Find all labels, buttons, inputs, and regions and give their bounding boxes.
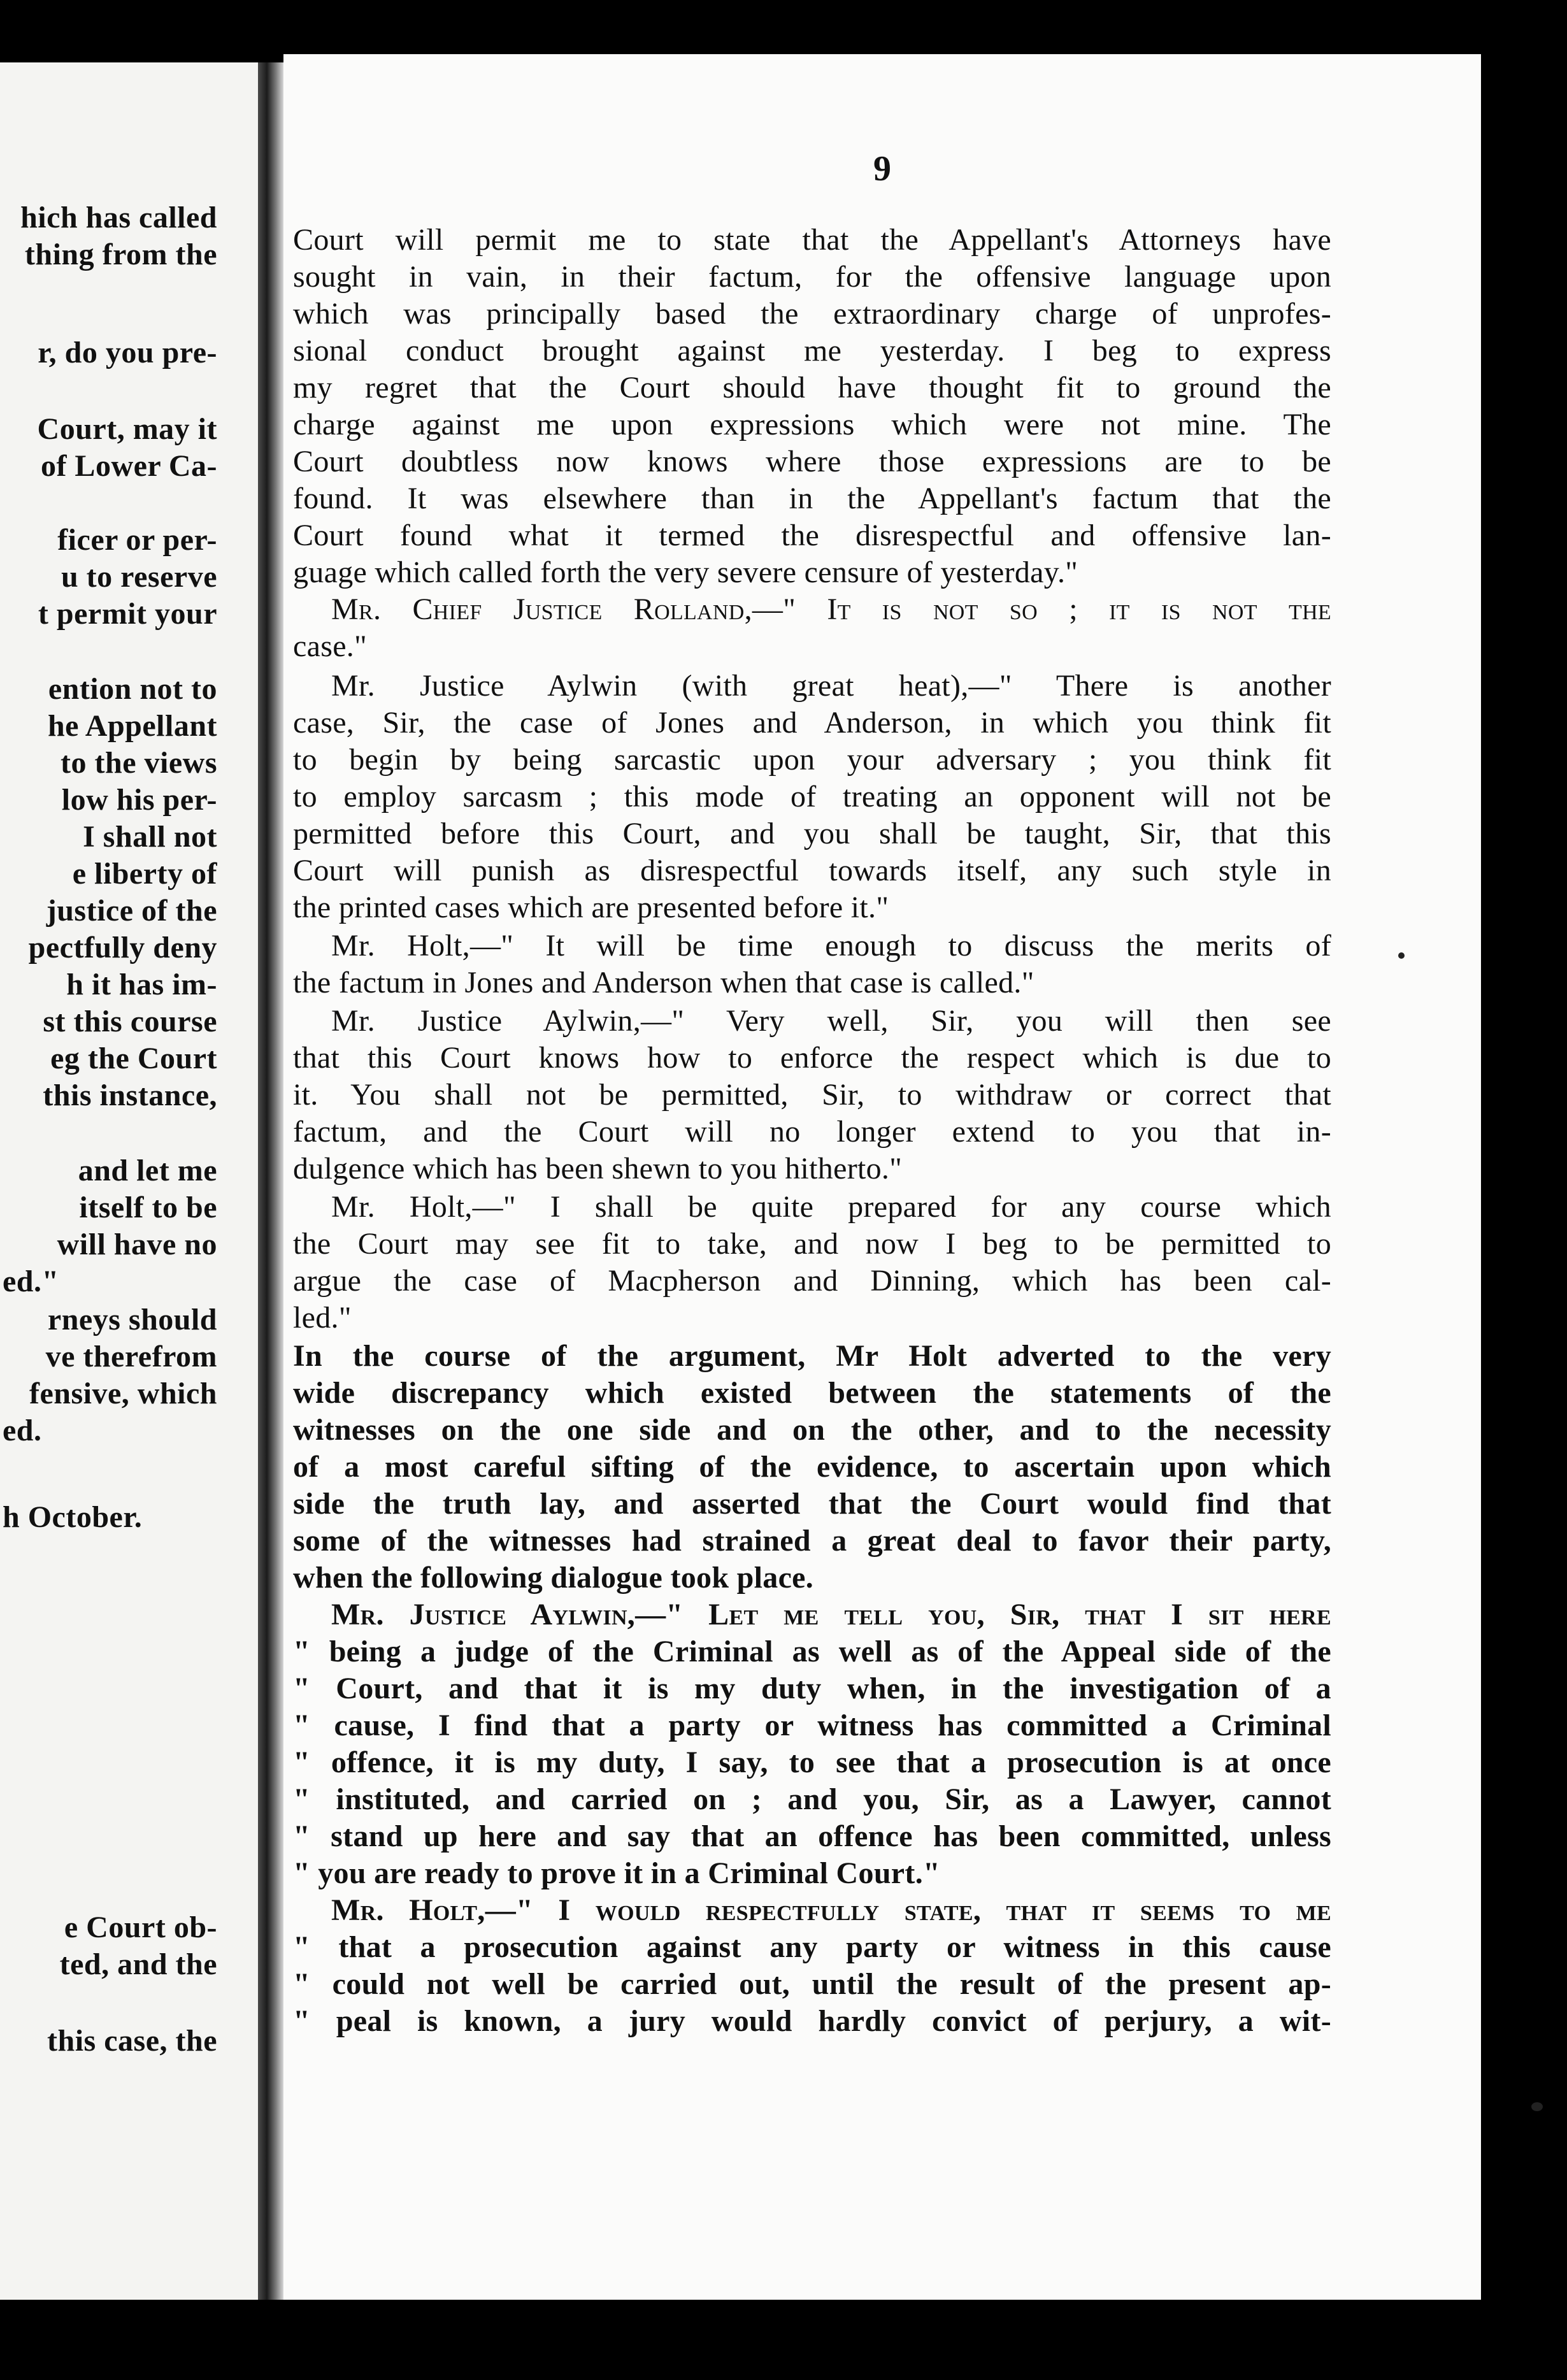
text-line: Mr. Holt,—" I would respectfully state, that it seems to me — [331, 1893, 1331, 1927]
text-line: " cause, I find that a party or witness has committed a Criminal — [293, 1709, 1331, 1742]
left-line: r, do you pre- — [38, 336, 217, 369]
text-line: some of the witnesses had strained a great deal to favor their party, — [293, 1524, 1331, 1558]
left-line: ve therefrom — [45, 1340, 217, 1373]
text-line: Court doubtless now knows where those expressions are to be — [293, 445, 1331, 478]
text-line: the printed cases which are presented before it." — [293, 891, 889, 924]
text-line: side the truth lay, and asserted that the Court would find that — [293, 1487, 1331, 1521]
text-line: In the course of the argument, Mr Holt adverted to the very — [293, 1339, 1331, 1373]
text-line: Mr. Justice Aylwin (with great heat),—" There is another — [331, 669, 1331, 703]
text-line: that this Court knows how to enforce the respect which is due to — [293, 1041, 1331, 1075]
text-line: Mr. Justice Aylwin,—" Let me tell you, Sir, that I sit here — [331, 1598, 1331, 1631]
text-line: " could not well be carried out, until the result of the present ap- — [293, 1967, 1331, 2001]
text-line: " peal is known, a jury would hardly convict of perjury, a wit- — [293, 2004, 1331, 2038]
left-line: e Court ob- — [64, 1910, 217, 1944]
book-gutter — [258, 62, 283, 2300]
left-line: will have no — [57, 1228, 217, 1261]
left-line: and let me — [78, 1154, 217, 1187]
text-line: case." — [293, 629, 367, 663]
left-line: of Lower Ca- — [40, 449, 217, 483]
text-line: witnesses on the one side and on the other, and to the necessity — [293, 1413, 1331, 1447]
text-line: Mr. Justice Aylwin,—" Very well, Sir, you will then see — [331, 1004, 1331, 1038]
text-line: which was principally based the extraordinary charge of unprofes- — [293, 297, 1331, 331]
left-line: to the views — [61, 746, 217, 780]
ink-speck — [1398, 952, 1405, 959]
text-line: to employ sarcasm ; this mode of treating an opponent will not be — [293, 780, 1331, 814]
text-line: of a most careful sifting of the evidence, to ascertain upon which — [293, 1450, 1331, 1484]
text-line: to begin by being sarcastic upon your adversary ; you think fit — [293, 743, 1331, 777]
text-line: factum, and the Court will no longer extend to you that in- — [293, 1115, 1331, 1149]
text-line: sought in vain, in their factum, for the offensive language upon — [293, 260, 1331, 294]
left-line: ted, and the — [59, 1947, 217, 1981]
text-line: " being a judge of the Criminal as well as of the Appeal side of the — [293, 1635, 1331, 1668]
text-line: " you are ready to prove it in a Criminal Court." — [293, 1856, 940, 1890]
left-page — [0, 62, 258, 2300]
text-line: " Court, and that it is my duty when, in the investigation of a — [293, 1672, 1331, 1705]
text-line: led." — [293, 1301, 352, 1335]
left-line: he Appellant — [47, 709, 217, 743]
left-line: I shall not — [83, 820, 217, 854]
left-line: h it has im- — [66, 968, 217, 1001]
left-line: ficer or per- — [57, 523, 217, 557]
text-line: Court will punish as disrespectful towards itself, any such style in — [293, 854, 1331, 887]
left-line: itself to be — [79, 1191, 217, 1224]
left-line: h October. — [3, 1500, 143, 1534]
left-line: this instance, — [43, 1079, 217, 1112]
left-line: pectfully deny — [28, 931, 217, 964]
text-line: Mr. Holt,—" I shall be quite prepared for any course which — [331, 1190, 1331, 1224]
left-line: t permit your — [38, 597, 217, 631]
text-line: guage which called forth the very severe censure of yesterday." — [293, 556, 1078, 589]
text-line: " that a prosecution against any party or witness in this cause — [293, 1930, 1331, 1964]
text-line: when the following dialogue took place. — [293, 1561, 814, 1595]
left-line: rneys should — [47, 1303, 217, 1337]
left-line: ention not to — [48, 672, 217, 706]
left-line: this case, the — [47, 2024, 217, 2058]
text-line: permitted before this Court, and you shall be taught, Sir, that this — [293, 817, 1331, 850]
text-line: " stand up here and say that an offence has been committed, unless — [293, 1819, 1331, 1853]
text-line: it. You shall not be permitted, Sir, to withdraw or correct that — [293, 1078, 1331, 1112]
text-line: Court will permit me to state that the Appellant's Attorneys have — [293, 223, 1331, 257]
left-line: u to reserve — [61, 560, 217, 594]
text-line: dulgence which has been shewn to you hitherto." — [293, 1152, 903, 1186]
left-line: eg the Court — [50, 1042, 217, 1075]
left-line: st this course — [43, 1005, 217, 1038]
text-line: " instituted, and carried on ; and you, Sir, as a Lawyer, cannot — [293, 1782, 1331, 1816]
left-line: fensive, which — [29, 1377, 217, 1410]
left-line: ed. — [3, 1414, 42, 1447]
text-line: " offence, it is my duty, I say, to see that a prosecution is at once — [293, 1746, 1331, 1779]
text-line: sional conduct brought against me yesterday. I beg to express — [293, 334, 1331, 368]
text-line: the Court may see fit to take, and now I beg to be permitted to — [293, 1227, 1331, 1261]
text-line: Court found what it termed the disrespectful and offensive lan- — [293, 519, 1331, 552]
page-number: 9 — [873, 149, 891, 189]
left-line: hich has called — [20, 201, 217, 234]
text-line: wide discrepancy which existed between the statements of the — [293, 1376, 1331, 1410]
text-line: my regret that the Court should have thought fit to ground the — [293, 371, 1331, 405]
left-line: thing from the — [24, 238, 217, 271]
ink-speck — [1531, 2102, 1543, 2111]
left-line: Court, may it — [37, 412, 217, 446]
left-line: justice of the — [46, 894, 217, 928]
right-page — [283, 54, 1481, 2300]
left-line: ed." — [3, 1265, 59, 1298]
text-line: charge against me upon expressions which were not mine. The — [293, 408, 1331, 441]
text-line: the factum in Jones and Anderson when that case is called." — [293, 966, 1034, 1000]
text-line: Mr. Chief Justice Rolland,—" It is not so ; it is not the — [331, 592, 1331, 626]
left-line: low his per- — [61, 783, 217, 817]
text-line: Mr. Holt,—" It will be time enough to discuss the merits of — [331, 929, 1331, 963]
text-line: case, Sir, the case of Jones and Anderson, in which you think fit — [293, 706, 1331, 740]
text-line: argue the case of Macpherson and Dinning, which has been cal- — [293, 1264, 1331, 1298]
left-line: e liberty of — [72, 857, 217, 891]
text-line: found. It was elsewhere than in the Appellant's factum that the — [293, 482, 1331, 515]
